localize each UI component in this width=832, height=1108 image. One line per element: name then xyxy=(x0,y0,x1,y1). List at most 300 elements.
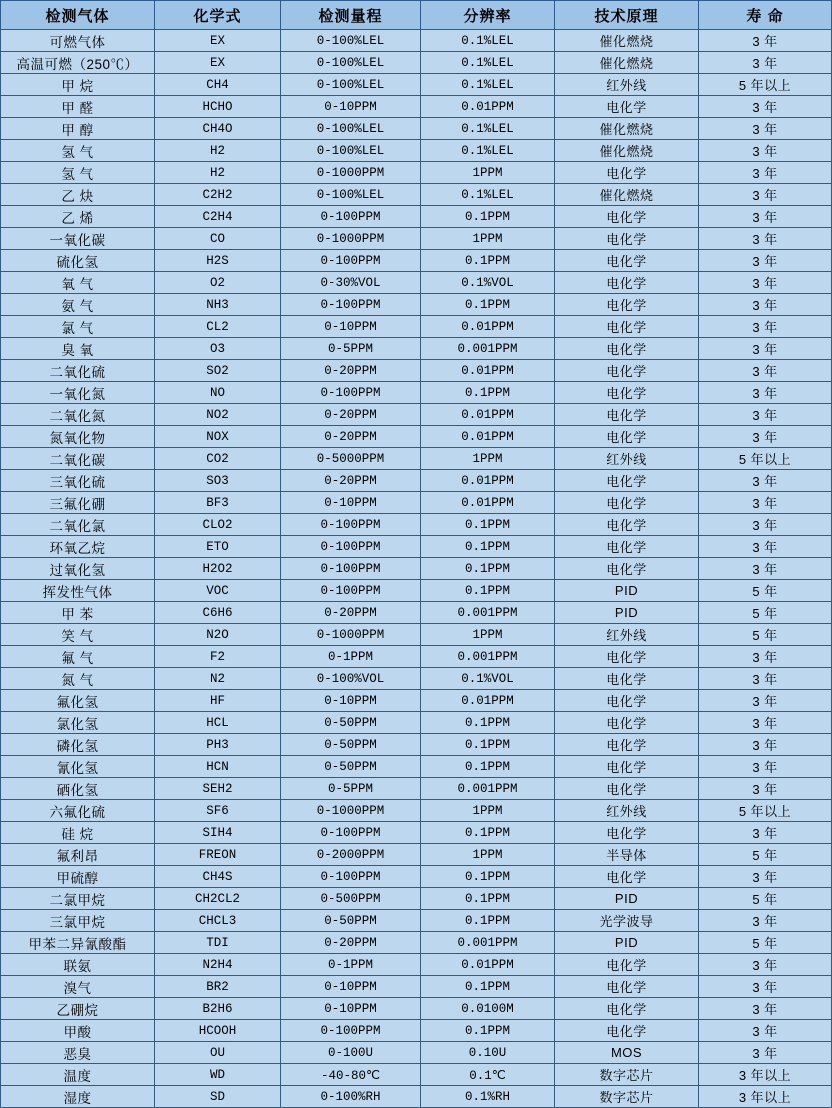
cell-chemical-formula: C2H2 xyxy=(155,184,281,206)
cell-lifespan: 3 年 xyxy=(699,646,832,668)
table-row xyxy=(1,844,832,866)
table-header xyxy=(1,1,832,30)
cell-detection-range: 0-100PPM xyxy=(281,822,421,844)
cell-chemical-formula: VOC xyxy=(155,580,281,602)
table-row xyxy=(1,1086,832,1108)
cell-technology: 电化学 xyxy=(555,756,699,778)
cell-technology: PID xyxy=(555,602,699,624)
cell-gas-name: 三氟化硼 xyxy=(1,492,155,514)
cell-resolution: 0.0100M xyxy=(421,998,555,1020)
table-row xyxy=(1,734,832,756)
cell-technology: 电化学 xyxy=(555,976,699,998)
cell-lifespan: 3 年 xyxy=(699,712,832,734)
cell-chemical-formula: TDI xyxy=(155,932,281,954)
cell-technology: 电化学 xyxy=(555,470,699,492)
cell-technology: PID xyxy=(555,888,699,910)
cell-detection-range: 0-1000PPM xyxy=(281,228,421,250)
cell-chemical-formula: HF xyxy=(155,690,281,712)
cell-resolution: 1PPM xyxy=(421,162,555,184)
cell-gas-name: 氟化氢 xyxy=(1,690,155,712)
table-row xyxy=(1,624,832,646)
cell-detection-range: 0-100%LEL xyxy=(281,118,421,140)
cell-detection-range: 0-100%RH xyxy=(281,1086,421,1108)
cell-lifespan: 3 年 xyxy=(699,1020,832,1042)
cell-lifespan: 3 年 xyxy=(699,756,832,778)
cell-technology: 电化学 xyxy=(555,360,699,382)
cell-gas-name: 三氯甲烷 xyxy=(1,910,155,932)
cell-chemical-formula: HCOOH xyxy=(155,1020,281,1042)
cell-gas-name: 氧 气 xyxy=(1,272,155,294)
cell-lifespan: 3 年 xyxy=(699,30,832,52)
cell-gas-name: 甲 苯 xyxy=(1,602,155,624)
table-row xyxy=(1,580,832,602)
cell-chemical-formula: EX xyxy=(155,52,281,74)
cell-resolution: 0.01PPM xyxy=(421,426,555,448)
cell-detection-range: 0-20PPM xyxy=(281,426,421,448)
cell-detection-range: 0-100PPM xyxy=(281,866,421,888)
cell-chemical-formula: HCN xyxy=(155,756,281,778)
cell-chemical-formula: NOX xyxy=(155,426,281,448)
cell-lifespan: 3 年 xyxy=(699,118,832,140)
cell-chemical-formula: SIH4 xyxy=(155,822,281,844)
cell-lifespan: 3 年 xyxy=(699,470,832,492)
cell-technology: 电化学 xyxy=(555,778,699,800)
cell-chemical-formula: CO2 xyxy=(155,448,281,470)
cell-gas-name: 乙硼烷 xyxy=(1,998,155,1020)
cell-detection-range: 0-10PPM xyxy=(281,976,421,998)
cell-resolution: 1PPM xyxy=(421,448,555,470)
cell-gas-name: 甲硫醇 xyxy=(1,866,155,888)
cell-chemical-formula: HCL xyxy=(155,712,281,734)
cell-detection-range: 0-50PPM xyxy=(281,734,421,756)
cell-gas-name: 恶臭 xyxy=(1,1042,155,1064)
cell-technology: 电化学 xyxy=(555,338,699,360)
cell-resolution: 0.1PPM xyxy=(421,976,555,998)
cell-resolution: 0.001PPM xyxy=(421,602,555,624)
cell-gas-name: 氢 气 xyxy=(1,140,155,162)
cell-chemical-formula: SF6 xyxy=(155,800,281,822)
cell-gas-name: 乙 炔 xyxy=(1,184,155,206)
table-row xyxy=(1,206,832,228)
cell-gas-name: 甲 烷 xyxy=(1,74,155,96)
cell-technology: 电化学 xyxy=(555,206,699,228)
cell-resolution: 0.1PPM xyxy=(421,866,555,888)
cell-technology: 电化学 xyxy=(555,536,699,558)
cell-chemical-formula: SEH2 xyxy=(155,778,281,800)
cell-technology: 电化学 xyxy=(555,866,699,888)
cell-gas-name: 臭 氧 xyxy=(1,338,155,360)
cell-technology: 数字芯片 xyxy=(555,1086,699,1108)
cell-resolution: 1PPM xyxy=(421,800,555,822)
cell-gas-name: 甲 醇 xyxy=(1,118,155,140)
cell-detection-range: 0-100PPM xyxy=(281,382,421,404)
cell-technology: 红外线 xyxy=(555,800,699,822)
cell-gas-name: 湿度 xyxy=(1,1086,155,1108)
cell-detection-range: 0-1PPM xyxy=(281,646,421,668)
cell-gas-name: 一氧化氮 xyxy=(1,382,155,404)
cell-chemical-formula: F2 xyxy=(155,646,281,668)
cell-resolution: 0.01PPM xyxy=(421,470,555,492)
cell-detection-range: 0-1000PPM xyxy=(281,624,421,646)
cell-gas-name: 氮 气 xyxy=(1,668,155,690)
cell-chemical-formula: CHCL3 xyxy=(155,910,281,932)
table-row xyxy=(1,492,832,514)
cell-resolution: 0.1PPM xyxy=(421,536,555,558)
cell-resolution: 0.001PPM xyxy=(421,646,555,668)
cell-technology: 电化学 xyxy=(555,316,699,338)
cell-gas-name: 氯化氢 xyxy=(1,712,155,734)
column-header-gas-name: 检测气体 xyxy=(1,1,155,30)
cell-chemical-formula: CH4S xyxy=(155,866,281,888)
table-row xyxy=(1,954,832,976)
cell-detection-range: 0-1000PPM xyxy=(281,800,421,822)
cell-gas-name: 硫化氢 xyxy=(1,250,155,272)
cell-lifespan: 3 年 xyxy=(699,426,832,448)
cell-chemical-formula: OU xyxy=(155,1042,281,1064)
cell-resolution: 0.1%VOL xyxy=(421,668,555,690)
cell-technology: PID xyxy=(555,932,699,954)
table-row xyxy=(1,1042,832,1064)
cell-lifespan: 3 年以上 xyxy=(699,1086,832,1108)
cell-technology: 电化学 xyxy=(555,558,699,580)
cell-technology: 电化学 xyxy=(555,646,699,668)
cell-resolution: 0.1PPM xyxy=(421,382,555,404)
cell-lifespan: 3 年 xyxy=(699,272,832,294)
table-row xyxy=(1,426,832,448)
cell-technology: 红外线 xyxy=(555,448,699,470)
cell-technology: 催化燃烧 xyxy=(555,140,699,162)
table-row xyxy=(1,712,832,734)
cell-chemical-formula: FREON xyxy=(155,844,281,866)
cell-gas-name: 二氧化氯 xyxy=(1,514,155,536)
cell-technology: 红外线 xyxy=(555,74,699,96)
cell-technology: 电化学 xyxy=(555,734,699,756)
cell-lifespan: 3 年 xyxy=(699,558,832,580)
cell-gas-name: 硒化氢 xyxy=(1,778,155,800)
cell-gas-name: 三氧化硫 xyxy=(1,470,155,492)
cell-detection-range: 0-100PPM xyxy=(281,294,421,316)
cell-technology: 电化学 xyxy=(555,1020,699,1042)
cell-detection-range: 0-100%LEL xyxy=(281,52,421,74)
cell-chemical-formula: CO xyxy=(155,228,281,250)
cell-detection-range: 0-100PPM xyxy=(281,514,421,536)
table-row xyxy=(1,74,832,96)
cell-detection-range: 0-30%VOL xyxy=(281,272,421,294)
table-row xyxy=(1,800,832,822)
cell-lifespan: 3 年 xyxy=(699,954,832,976)
cell-lifespan: 3 年 xyxy=(699,910,832,932)
table-row xyxy=(1,250,832,272)
cell-resolution: 0.01PPM xyxy=(421,404,555,426)
table-row xyxy=(1,52,832,74)
cell-lifespan: 3 年以上 xyxy=(699,1064,832,1086)
cell-technology: 电化学 xyxy=(555,954,699,976)
cell-resolution: 0.1PPM xyxy=(421,294,555,316)
cell-lifespan: 3 年 xyxy=(699,998,832,1020)
cell-technology: 电化学 xyxy=(555,272,699,294)
table-header-row xyxy=(1,1,832,30)
cell-chemical-formula: O2 xyxy=(155,272,281,294)
cell-gas-name: 二氯甲烷 xyxy=(1,888,155,910)
cell-gas-name: 温度 xyxy=(1,1064,155,1086)
cell-resolution: 0.01PPM xyxy=(421,954,555,976)
cell-resolution: 1PPM xyxy=(421,624,555,646)
cell-lifespan: 3 年 xyxy=(699,184,832,206)
cell-chemical-formula: SO3 xyxy=(155,470,281,492)
cell-detection-range: 0-5PPM xyxy=(281,338,421,360)
cell-lifespan: 3 年 xyxy=(699,162,832,184)
table-row xyxy=(1,646,832,668)
table-row xyxy=(1,932,832,954)
cell-detection-range: 0-100PPM xyxy=(281,1020,421,1042)
cell-gas-name: 氨 气 xyxy=(1,294,155,316)
cell-detection-range: 0-5PPM xyxy=(281,778,421,800)
cell-technology: 电化学 xyxy=(555,492,699,514)
cell-gas-name: 氯 气 xyxy=(1,316,155,338)
cell-detection-range: 0-100%VOL xyxy=(281,668,421,690)
cell-gas-name: 一氧化碳 xyxy=(1,228,155,250)
cell-technology: 红外线 xyxy=(555,624,699,646)
cell-lifespan: 3 年 xyxy=(699,668,832,690)
cell-detection-range: 0-100PPM xyxy=(281,558,421,580)
table-row xyxy=(1,690,832,712)
cell-lifespan: 3 年 xyxy=(699,294,832,316)
table-row xyxy=(1,514,832,536)
cell-technology: MOS xyxy=(555,1042,699,1064)
cell-detection-range: 0-1000PPM xyxy=(281,162,421,184)
cell-resolution: 0.1PPM xyxy=(421,910,555,932)
cell-detection-range: 0-10PPM xyxy=(281,492,421,514)
cell-chemical-formula: BR2 xyxy=(155,976,281,998)
cell-lifespan: 3 年 xyxy=(699,360,832,382)
cell-chemical-formula: H2 xyxy=(155,140,281,162)
cell-chemical-formula: NO xyxy=(155,382,281,404)
cell-resolution: 0.01PPM xyxy=(421,492,555,514)
cell-chemical-formula: ETO xyxy=(155,536,281,558)
cell-detection-range: 0-100PPM xyxy=(281,250,421,272)
cell-detection-range: 0-10PPM xyxy=(281,316,421,338)
cell-resolution: 1PPM xyxy=(421,844,555,866)
cell-gas-name: 可燃气体 xyxy=(1,30,155,52)
cell-chemical-formula: SO2 xyxy=(155,360,281,382)
cell-chemical-formula: EX xyxy=(155,30,281,52)
cell-resolution: 0.1%LEL xyxy=(421,52,555,74)
cell-lifespan: 5 年 xyxy=(699,580,832,602)
cell-detection-range: 0-2000PPM xyxy=(281,844,421,866)
column-header-resolution: 分辨率 xyxy=(421,1,555,30)
cell-chemical-formula: H2O2 xyxy=(155,558,281,580)
cell-detection-range: 0-100PPM xyxy=(281,580,421,602)
cell-lifespan: 5 年以上 xyxy=(699,800,832,822)
cell-gas-name: 氟利昂 xyxy=(1,844,155,866)
cell-lifespan: 3 年 xyxy=(699,514,832,536)
cell-lifespan: 3 年 xyxy=(699,690,832,712)
column-header-lifespan: 寿 命 xyxy=(699,1,832,30)
cell-resolution: 0.1%RH xyxy=(421,1086,555,1108)
cell-chemical-formula: CH2CL2 xyxy=(155,888,281,910)
cell-resolution: 0.01PPM xyxy=(421,360,555,382)
cell-chemical-formula: C6H6 xyxy=(155,602,281,624)
cell-detection-range: -40-80℃ xyxy=(281,1064,421,1086)
cell-chemical-formula: C2H4 xyxy=(155,206,281,228)
table-row xyxy=(1,294,832,316)
table-row xyxy=(1,998,832,1020)
cell-resolution: 0.1℃ xyxy=(421,1064,555,1086)
cell-gas-name: 笑 气 xyxy=(1,624,155,646)
cell-lifespan: 3 年 xyxy=(699,228,832,250)
cell-lifespan: 5 年 xyxy=(699,888,832,910)
table-row xyxy=(1,470,832,492)
table-row xyxy=(1,30,832,52)
cell-gas-name: 过氧化氢 xyxy=(1,558,155,580)
cell-chemical-formula: CH4 xyxy=(155,74,281,96)
cell-gas-name: 溴气 xyxy=(1,976,155,998)
cell-gas-name: 氮氧化物 xyxy=(1,426,155,448)
cell-resolution: 0.001PPM xyxy=(421,338,555,360)
table-row xyxy=(1,360,832,382)
cell-detection-range: 0-50PPM xyxy=(281,712,421,734)
cell-detection-range: 0-20PPM xyxy=(281,932,421,954)
cell-technology: 电化学 xyxy=(555,228,699,250)
table-row xyxy=(1,140,832,162)
table-row xyxy=(1,866,832,888)
cell-gas-name: 二氧化氮 xyxy=(1,404,155,426)
cell-technology: 电化学 xyxy=(555,250,699,272)
cell-chemical-formula: N2 xyxy=(155,668,281,690)
cell-lifespan: 3 年 xyxy=(699,492,832,514)
cell-detection-range: 0-50PPM xyxy=(281,756,421,778)
cell-chemical-formula: CH4O xyxy=(155,118,281,140)
cell-resolution: 0.1%LEL xyxy=(421,140,555,162)
cell-technology: 电化学 xyxy=(555,690,699,712)
cell-chemical-formula: NO2 xyxy=(155,404,281,426)
cell-resolution: 0.1PPM xyxy=(421,558,555,580)
cell-resolution: 0.1PPM xyxy=(421,1020,555,1042)
cell-lifespan: 5 年 xyxy=(699,624,832,646)
cell-technology: 催化燃烧 xyxy=(555,118,699,140)
cell-resolution: 0.1PPM xyxy=(421,514,555,536)
cell-detection-range: 0-100U xyxy=(281,1042,421,1064)
cell-technology: 催化燃烧 xyxy=(555,30,699,52)
cell-detection-range: 0-100%LEL xyxy=(281,184,421,206)
cell-detection-range: 0-100%LEL xyxy=(281,30,421,52)
table-row xyxy=(1,118,832,140)
cell-technology: 电化学 xyxy=(555,822,699,844)
table-row xyxy=(1,1020,832,1042)
cell-technology: 电化学 xyxy=(555,668,699,690)
table-row xyxy=(1,162,832,184)
cell-resolution: 0.01PPM xyxy=(421,316,555,338)
table-row xyxy=(1,778,832,800)
cell-detection-range: 0-1PPM xyxy=(281,954,421,976)
cell-lifespan: 3 年 xyxy=(699,976,832,998)
cell-lifespan: 3 年 xyxy=(699,316,832,338)
cell-lifespan: 3 年 xyxy=(699,866,832,888)
table-row xyxy=(1,448,832,470)
cell-resolution: 0.10U xyxy=(421,1042,555,1064)
table-row xyxy=(1,316,832,338)
cell-technology: 电化学 xyxy=(555,426,699,448)
cell-resolution: 0.1PPM xyxy=(421,734,555,756)
cell-detection-range: 0-5000PPM xyxy=(281,448,421,470)
cell-resolution: 0.001PPM xyxy=(421,932,555,954)
table-row xyxy=(1,558,832,580)
table-row xyxy=(1,910,832,932)
cell-chemical-formula: O3 xyxy=(155,338,281,360)
cell-technology: 电化学 xyxy=(555,294,699,316)
cell-detection-range: 0-20PPM xyxy=(281,602,421,624)
cell-chemical-formula: B2H6 xyxy=(155,998,281,1020)
cell-detection-range: 0-500PPM xyxy=(281,888,421,910)
cell-detection-range: 0-50PPM xyxy=(281,910,421,932)
cell-lifespan: 3 年 xyxy=(699,734,832,756)
cell-technology: 电化学 xyxy=(555,514,699,536)
cell-chemical-formula: BF3 xyxy=(155,492,281,514)
cell-gas-name: 乙 烯 xyxy=(1,206,155,228)
cell-chemical-formula: WD xyxy=(155,1064,281,1086)
cell-lifespan: 5 年 xyxy=(699,844,832,866)
cell-chemical-formula: CL2 xyxy=(155,316,281,338)
table-row xyxy=(1,888,832,910)
column-header-technology: 技术原理 xyxy=(555,1,699,30)
cell-lifespan: 3 年 xyxy=(699,206,832,228)
table-row xyxy=(1,404,832,426)
cell-lifespan: 3 年 xyxy=(699,778,832,800)
cell-chemical-formula: PH3 xyxy=(155,734,281,756)
table-row xyxy=(1,536,832,558)
cell-lifespan: 3 年 xyxy=(699,96,832,118)
cell-gas-name: 六氟化硫 xyxy=(1,800,155,822)
cell-chemical-formula: N2O xyxy=(155,624,281,646)
cell-detection-range: 0-100%LEL xyxy=(281,140,421,162)
cell-technology: 催化燃烧 xyxy=(555,52,699,74)
cell-technology: 电化学 xyxy=(555,162,699,184)
cell-resolution: 0.1PPM xyxy=(421,888,555,910)
cell-lifespan: 5 年 xyxy=(699,932,832,954)
cell-resolution: 0.1%LEL xyxy=(421,30,555,52)
table-row xyxy=(1,184,832,206)
cell-gas-name: 氢 气 xyxy=(1,162,155,184)
cell-lifespan: 3 年 xyxy=(699,382,832,404)
cell-lifespan: 3 年 xyxy=(699,52,832,74)
cell-gas-name: 甲 醛 xyxy=(1,96,155,118)
cell-lifespan: 3 年 xyxy=(699,250,832,272)
cell-resolution: 0.1%LEL xyxy=(421,118,555,140)
cell-lifespan: 3 年 xyxy=(699,536,832,558)
cell-detection-range: 0-20PPM xyxy=(281,360,421,382)
cell-lifespan: 3 年 xyxy=(699,140,832,162)
cell-technology: 电化学 xyxy=(555,96,699,118)
cell-resolution: 0.1PPM xyxy=(421,206,555,228)
cell-detection-range: 0-10PPM xyxy=(281,96,421,118)
column-header-detection-range: 检测量程 xyxy=(281,1,421,30)
cell-gas-name: 磷化氢 xyxy=(1,734,155,756)
table-row xyxy=(1,382,832,404)
cell-chemical-formula: H2S xyxy=(155,250,281,272)
cell-chemical-formula: NH3 xyxy=(155,294,281,316)
cell-resolution: 0.01PPM xyxy=(421,690,555,712)
cell-detection-range: 0-20PPM xyxy=(281,470,421,492)
cell-gas-name: 二氧化碳 xyxy=(1,448,155,470)
table-row xyxy=(1,756,832,778)
table-row xyxy=(1,96,832,118)
cell-resolution: 0.1%VOL xyxy=(421,272,555,294)
cell-resolution: 1PPM xyxy=(421,228,555,250)
cell-technology: 半导体 xyxy=(555,844,699,866)
cell-chemical-formula: SD xyxy=(155,1086,281,1108)
table-row xyxy=(1,822,832,844)
cell-technology: 电化学 xyxy=(555,382,699,404)
